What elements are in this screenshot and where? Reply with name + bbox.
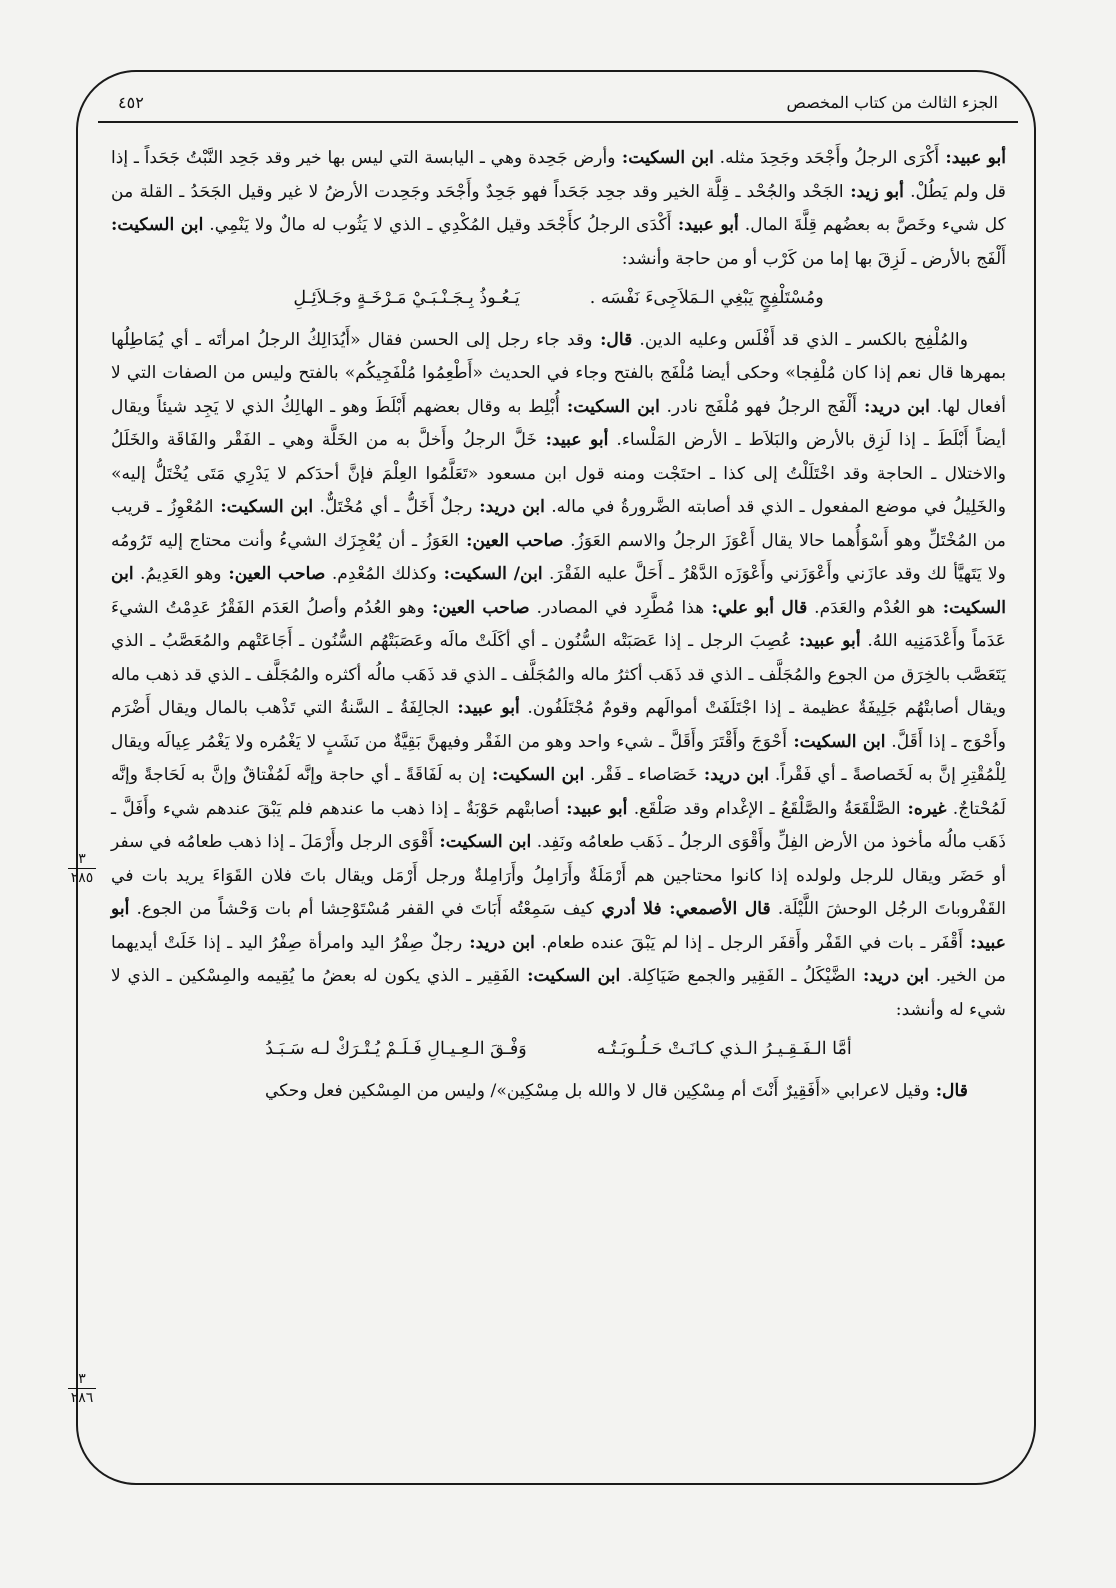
speaker-label: ابن دريد: — [855, 966, 929, 986]
text-run: الجَحْد والجُحْد ـ قِلَّة الخير وقد جحِد جَحَداً فهو جَحِدٌ وأَجْحَد وجَحِدت الأرضُ لا غير وقيل الجَحَدُ ـ القلة من كل شيء وخَصَّ به بعضُهم قِلَّةَ المال. — [111, 181, 1006, 235]
text-run: وأرض جَحِدة وهي ـ اليابسة التي ليس بها خير وقد جَحِد النَّبْتُ جَحَداً ـ إذا قل ولم يَطُلْ. — [111, 148, 1006, 202]
speaker-label: ابن دريد: — [472, 497, 545, 517]
text-run: العَوَزُ ـ أن يُعْجِزَك الشيءُ وأنت محتاج إليه تَرُومُه ولا يَتَهيَّأ لك وقد عازَني وأَعْوَزَني وأَعْوَزَه الدَّهْرُ ـ أَحَلَّ عليه الفَقْرَ. — [111, 530, 1006, 584]
speaker-label: أبو عبيد: — [111, 899, 1006, 953]
text-run: المُعْوِزُ ـ قريب من المُخْتَلِّ وهو أَسْوَأُهما حالا يقال أَعْوَزَ الرجلُ والاسم العَوَزُ. — [111, 497, 1007, 551]
marker-page: ٢٨٦ — [70, 1390, 94, 1406]
speaker-label: أبو زيد: — [843, 181, 904, 202]
text-run: وهو العَدِيمُ. — [133, 564, 222, 584]
speaker-label: أبو عبيد: — [671, 215, 739, 235]
speaker-label: أبو عبيد: — [939, 148, 1007, 168]
text-run: الضَّيْكَلُ ـ الفَقِير والجمع ضَيَاكِلة. — [620, 966, 856, 986]
speaker-label: أبو عبيد: — [559, 798, 628, 819]
speaker-label: ابن السكيت: — [787, 731, 886, 752]
page-number: ٤٥٢ — [118, 93, 144, 112]
text-run: الجالِفَةُ ـ السَّنةُ التي تَذْهب بالمال ويقال أَضْرَم وأَحْوَج ـ إذا أَقَلَّ. — [111, 698, 1006, 752]
marker-page: ٢٨٥ — [70, 870, 94, 886]
speaker-label: قال الأصمعي: فلا أدري — [594, 899, 771, 919]
margin-marker — [62, 852, 102, 885]
text-run: رجلٌ صِفْرُ اليد وامرأة صِفْرُ اليد ـ إذا خَلَتْ أيديهما من الخير. — [111, 932, 1006, 986]
text-run: هذا مُطَّرِد في المصادر. — [529, 597, 705, 618]
speaker-label: ابن السكيت: — [519, 966, 621, 986]
marker-volume: ٣ — [68, 852, 96, 869]
text-run: وقد جاء رجل إلى الحسن فقال «أَيُدَالِكُ الرجلُ امرأتَه ـ أي يُمَاطِلُها بمهرها قال نعم إذا كان مُلْفِجا» وحكى أيضا مُلْفَج بالفتح وجاء في الحديث «أَطْعِمُوا مُلْفَجِيكُم» بالفتح وليس من الصفات التي لا أفعال لها. — [111, 329, 1006, 417]
verse-hemistich-left: يَـعُـوذُ بِـجَـنْـبَـيْ مَـرْخَـةٍ وجَـلاَئِـلِ — [293, 288, 520, 308]
running-title: الجزء الثالث من كتاب المخصص — [786, 93, 998, 112]
text-run: أَلْفَج الرجلُ فهو مُلْفَج نادر. — [659, 396, 857, 417]
speaker-label: ابن/ السكيت: — [436, 564, 543, 584]
speaker-label: صاحب العين: — [459, 530, 564, 551]
running-header — [118, 76, 998, 112]
text-run: أَكْرَى الرجلُ وأَجْحَد وجَحِدَ مثله. — [713, 148, 940, 168]
text-run: وقيل لاعرابي «أَفَقِيرٌ أَنْتَ أم مِسْكِين قال لا والله بل مِسْكِين»/ وليس من المِسْكين فعل وحكي — [264, 1080, 930, 1101]
text-run: عُصِبَ الرجل ـ إذا عَصَبَتْه السُّنُون ـ أي أكَلَتْ مالَه وعَصَبَتْهُم السُّنُون ـ أَجَاعَتْهم والمُعَصَّبُ ـ الذي يَتَعَصَّب بالخِرَق من الجوع والمُجَلَّف ـ الذي قد ذَهَب أكثرُ ماله والمُجَلَّف ـ الذي قد ذَهَب مالُه أكثره والمُجَلَّف ـ الذي قد ذهب ماله ويقال أصابتْهُم جَلِيفَةٌ عظيمة ـ إذا اجْتَلَفَتْ أموالَهم وقومٌ مُجْتَلَفُون. — [111, 631, 1006, 718]
text-run: أَلْفَج بالأرض ـ لَزِقَ بها إما من كَرْب أو من حاجة وأنشد: — [621, 248, 1006, 269]
text-run: الفَقِير ـ الذي يكون له بعضُ ما يُقِيمه والمِسْكين ـ الذي لا شيء له وأنشد: — [111, 966, 1006, 1020]
margin-marker — [62, 1372, 102, 1405]
text-run: أَقْفَر ـ بات في القَفْر وأَقفَر الرجل ـ إذا لم يَبْقَ عنده طعام. — [534, 932, 964, 953]
verse-hemistich-left: وَفْـقَ الـعِـيـالِ فَـلَـمْ يُـتْـرَكْ لـه سَـبَـدُ — [265, 1039, 527, 1059]
text-run: رجلٌ أَخَلُّ ـ أي مُخْتَلٌّ. — [313, 497, 473, 517]
text-run: أُبْلِط به وقال بعضهم أَبْلَطَ وهو ـ الهالِكُ الذي لا يَجِد شيئاً ويقال أيضاً أَبْلَطَ ـ إذا لَزِق بالأرض والبَلاَط ـ الأرض المَلْساء. — [111, 396, 1006, 450]
text-run: هو العُدْم والعَدَم. — [807, 597, 936, 618]
speaker-label: ابن السكيت: — [213, 497, 314, 517]
speaker-label: صاحب العين: — [221, 564, 326, 584]
speaker-label: ابن دريد: — [856, 396, 930, 417]
text-run: والمُلْفِج بالكسر ـ الذي قد أَفْلَس وعليه الدين. — [632, 329, 968, 350]
text-run: خَلَّ الرجلُ وأَخلَّ به من الخَلَّة وهي ـ الفَقْر والفَاقَة والخَلَلُ والاختلال ـ الحاجة وقد اخْتَلَلْتُ إلى كذا ـ احتَجْت ومنه قول ابن مسعود «تَعَلَّمُوا العِلْمَ فإنَّ أحدَكم لا يَدْرِي مَتَى يُخْتَلُّ إليه» والخَلِيلُ في موضع المفعول ـ الذي قد أصابته الضَّرورةُ في ماله. — [111, 430, 1007, 517]
speaker-label: صاحب العين: — [424, 597, 530, 618]
speaker-label: ابن دريد: — [697, 765, 770, 785]
speaker-label: أبو عبيد: — [537, 430, 609, 450]
text-run: كيف سَمِعْتُه أَبَاتَ في القفر مُسْتَوْحِشا أم بات وَحْشاً من الجوع. — [129, 899, 594, 919]
main-text — [111, 142, 1006, 1108]
speaker-label: ابن السكيت: — [111, 564, 1007, 618]
text-run: أَحْوَجَ وأَقْتَرَ وأَقَلَّ ـ شيء واحد وهو من الفَقْر وفيهنَّ بَقِيَّةٌ من نَشَبٍ لا يَغْمُره ولا يَغْمُر عِيالَه ويقال لِلْمُقْتِرِ إنَّ به لَخَصاصةً ـ أي فَقْراً. — [111, 731, 1007, 785]
text-run: وهو العُدُم وأصلُ العَدَم الفَقْرُ عَدِمْتُ الشيءَ عَدَماً وأَعْدَمَنِيه اللهُ. — [111, 597, 1006, 651]
speaker-label: قال أبو علي: — [704, 597, 808, 618]
text-run: خَصَاصاء ـ فَقْر. — [584, 765, 698, 785]
speaker-label: قال: — [592, 329, 633, 350]
speaker-label: ابن السكيت: — [433, 832, 532, 852]
speaker-label: قال: — [929, 1080, 968, 1101]
paragraph — [111, 1075, 1006, 1109]
speaker-label: ابن السكيت: — [615, 148, 714, 168]
speaker-label: ابن السكيت: — [111, 215, 204, 235]
text-run: أَقْوَى الرجل وأَرْمَلَ ـ إذا ذهب طعامُه في سفر أو حَضَر ويقال للرجل ولولده إذا كانوا محتاجين هم أَرْمَلَةٌ وأَرَامِلُ وأَرَامِلةٌ ورجل أَرْمَل ويقال باتَ فلان القَوَاءَ يريد بات في القَفْروباتَ الرجُل الوحشَ اللَّيْلَة. — [111, 832, 1006, 919]
text-run: أَكْدَى الرجلُ كأَجْحَد وقيل المُكْدِي ـ الذي لا يَثُوب له مالٌ ولا يَنْمِي. — [203, 215, 672, 235]
verse-hemistich-right: أمَّا الـفَـقِـيـرُ الـذي كـانَـتْ حَـلُـوبَـتُـه — [596, 1039, 852, 1059]
text-run: إن به لَفَاقَةً ـ أي حاجة وإنَّه لَمُفْتاقٌ وإنَّ به لَحَاجةً وإنَّه لَمُحْتاجٌ. — [111, 765, 1007, 819]
speaker-label: غيره: — [900, 798, 947, 819]
text-run: الصَّلْقَعَةُ والصَّلْقَعُ ـ الإغْدام وقد صَلْقَع. — [627, 798, 901, 819]
text-run: وكذلك المُعْدِم. — [325, 564, 437, 584]
header-rule — [98, 121, 1018, 123]
verse-line — [111, 1033, 1006, 1067]
marker-volume: ٣ — [68, 1372, 96, 1389]
speaker-label: ابن السكيت: — [485, 765, 585, 785]
speaker-label: أبو عبيد: — [449, 698, 520, 718]
verse-line — [111, 282, 1006, 316]
speaker-label: ابن دريد: — [462, 932, 535, 953]
speaker-label: ابن السكيت: — [559, 396, 660, 417]
paragraph — [111, 324, 1006, 1028]
paragraph — [111, 142, 1006, 276]
text-run: أصابتْهم حَوْبَةٌ ـ إذا ذهب ما عندهم فلم يَبْقَ عندهم شيء وأَفَلَّ ـ ذَهَب مالُه مأخوذ من الأرض الفِلِّ وأَقْوَى الرجلُ ـ ذَهَب طعامُه ونَفِد. — [111, 798, 1006, 852]
speaker-label: أبو عبيد: — [791, 631, 861, 651]
verse-hemistich-right: ومُسْتَلْفِجٍ يَبْغِي الـمَلاَجِىءَ نَفْسَه . — [589, 288, 824, 308]
